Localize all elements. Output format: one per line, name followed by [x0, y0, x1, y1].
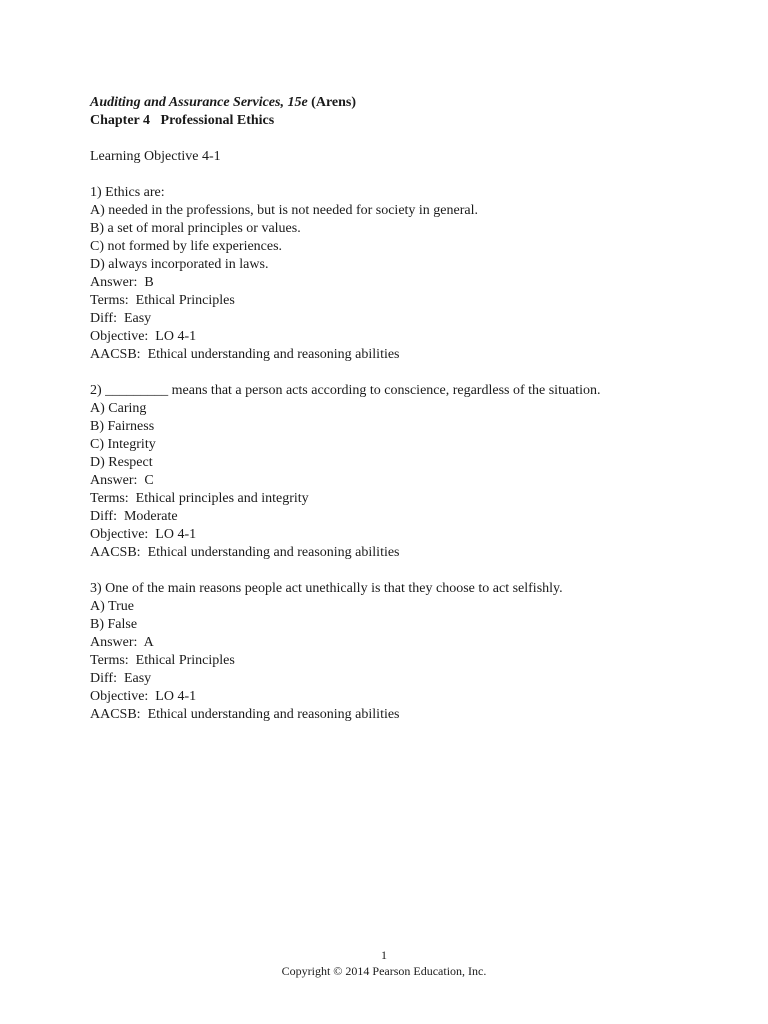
- question-2: [90, 382, 710, 562]
- copyright-notice: Copyright © 2014 Pearson Education, Inc.: [281, 964, 487, 978]
- question-option: A) needed in the professions, but is not needed for society in general.: [90, 203, 479, 218]
- question-option: B) a set of moral principles or values.: [90, 221, 301, 236]
- spacer: [90, 166, 710, 184]
- question-difficulty: Diff: Easy: [90, 311, 152, 326]
- page-number: 1: [381, 948, 387, 962]
- question-terms: Terms: Ethical principles and integrity: [90, 491, 309, 506]
- question-answer: Answer: B: [90, 275, 154, 290]
- book-author: (Arens): [307, 95, 357, 110]
- chapter-title: Chapter 4 Professional Ethics: [90, 113, 275, 128]
- question-option: C) not formed by life experiences.: [90, 239, 283, 254]
- book-title: Auditing and Assurance Services, 15e: [90, 95, 308, 110]
- question-terms: Terms: Ethical Principles: [90, 293, 235, 308]
- spacer: [90, 130, 710, 148]
- question-aacsb: AACSB: Ethical understanding and reasoning abilities: [90, 545, 400, 560]
- question-3: [90, 580, 710, 724]
- question-aacsb: AACSB: Ethical understanding and reasoning abilities: [90, 707, 400, 722]
- question-prompt: 3) One of the main reasons people act unethically is that they choose to act selfishly.: [90, 581, 563, 596]
- question-1: [90, 184, 710, 364]
- question-prompt: 2) _________ means that a person acts according to conscience, regardless of the situation.: [90, 383, 601, 398]
- question-answer: Answer: A: [90, 635, 154, 650]
- question-terms: Terms: Ethical Principles: [90, 653, 235, 668]
- question-objective: Objective: LO 4-1: [90, 689, 197, 704]
- book-title-line: [90, 94, 710, 112]
- question-option: C) Integrity: [90, 437, 156, 452]
- page-content: [90, 94, 710, 724]
- question-option: D) Respect: [90, 455, 153, 470]
- question-objective: Objective: LO 4-1: [90, 329, 197, 344]
- question-option: D) always incorporated in laws.: [90, 257, 269, 272]
- spacer: [90, 364, 710, 382]
- question-answer: Answer: C: [90, 473, 154, 488]
- question-difficulty: Diff: Easy: [90, 671, 152, 686]
- question-objective: Objective: LO 4-1: [90, 527, 197, 542]
- question-prompt: 1) Ethics are:: [90, 185, 165, 200]
- question-option: B) Fairness: [90, 419, 155, 434]
- learning-objective-heading: Learning Objective 4-1: [90, 149, 221, 164]
- question-option: B) False: [90, 617, 138, 632]
- question-option: A) Caring: [90, 401, 147, 416]
- question-aacsb: AACSB: Ethical understanding and reasoning abilities: [90, 347, 400, 362]
- question-option: A) True: [90, 599, 134, 614]
- question-difficulty: Diff: Moderate: [90, 509, 178, 524]
- spacer: [90, 562, 710, 580]
